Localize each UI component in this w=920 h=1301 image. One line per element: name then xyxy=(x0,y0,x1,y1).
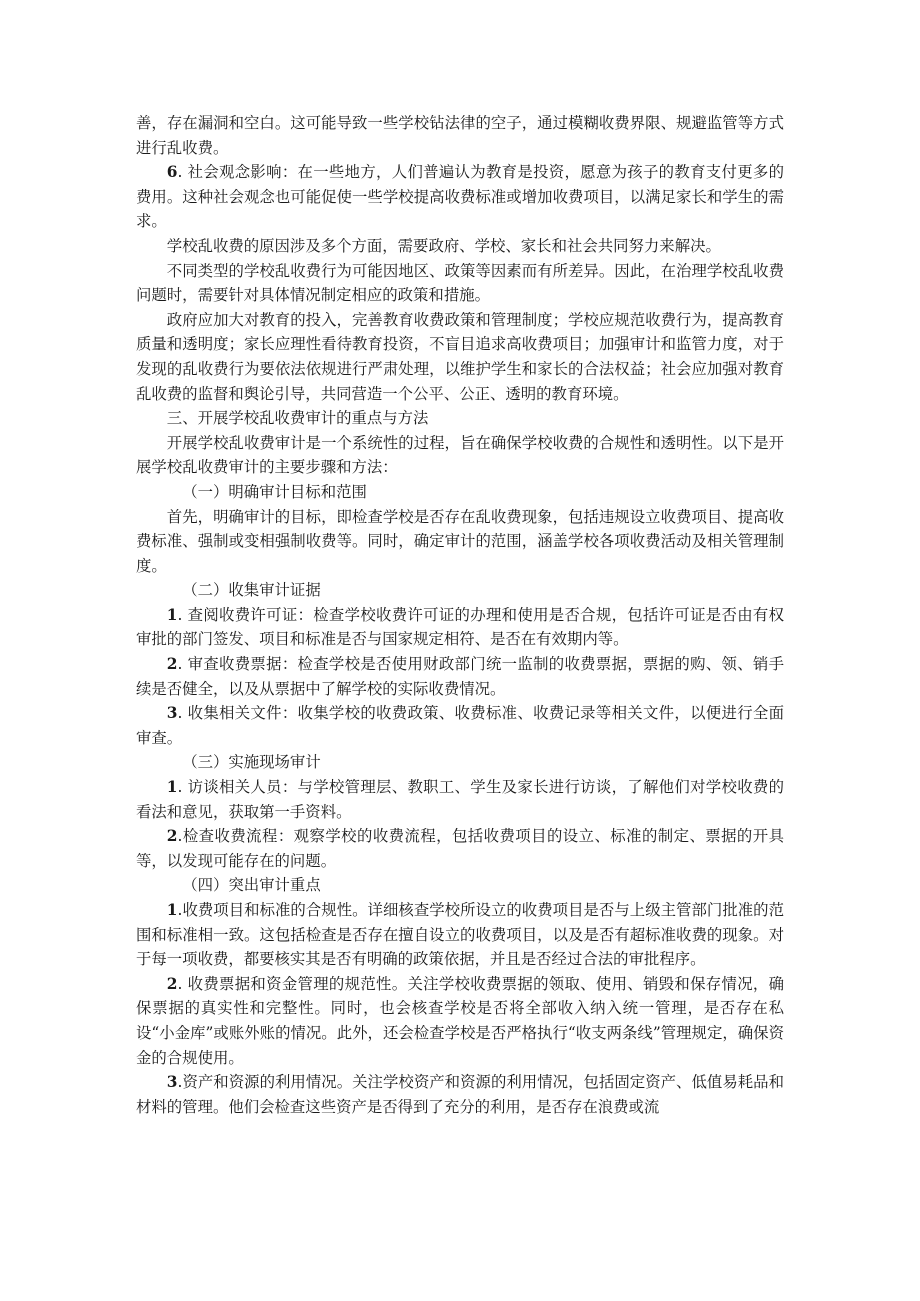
paragraph-text: . 社会观念影响：在一些地方，人们普遍认为教育是投资，愿意为孩子的教育支付更多的费用。这种社会观念也可能促使一些学校提高收费标准或增加收费项目，以满足家长和学生的需求。 xyxy=(136,163,784,231)
item-number: 6 xyxy=(166,163,178,182)
item-number: 1 xyxy=(166,778,178,797)
paragraph: 善，存在漏洞和空白。这可能导致一些学校钻法律的空子，通过模糊收费界限、规避监管等方式进行乱收费。 xyxy=(136,114,784,157)
numbered-paragraph xyxy=(136,1070,784,1119)
numbered-paragraph xyxy=(136,603,784,652)
paragraph-text: . 查阅收费许可证：检查学校收费许可证的办理和使用是否合规，包括许可证是否由有权审批的部门签发、项目和标准是否与国家规定相符、是否在有效期内等。 xyxy=(136,605,784,649)
paragraph: 学校乱收费的原因涉及多个方面，需要政府、学校、家长和社会共同努力来解决。 xyxy=(166,236,721,255)
numbered-paragraph xyxy=(136,775,784,824)
subsection-heading: （四）突出审计重点 xyxy=(182,876,321,895)
paragraph-text: .收费项目和标准的合规性。详细核查学校所设立的收费项目是否与上级主管部门批准的范围和标准相一致。这包括检查是否存在擅自设立的收费项目，以及是否有超标准收费的现象。对于每一项收费，都要核实其是否有明确的政策依据，并且是否经过合法的审批程序。 xyxy=(136,901,784,969)
paragraph-text: . 访谈相关人员：与学校管理层、教职工、学生及家长进行访谈，了解他们对学校收费的看法和意见，获取第一手资料。 xyxy=(136,778,784,821)
numbered-paragraph xyxy=(136,972,784,1070)
paragraph: 政府应加大对教育的投入，完善教育收费政策和管理制度；学校应规范收费行为，提高教育质量和透明度；家长应理性看待教育投资，不盲目追求高收费项目；加强审计和监管力度，对于发现的乱收费行为要依法依规进行严肃处理，以维护学生和家长的合法权益；社会应加强对教育乱收费的监督和舆论引导，共同营造一个公平、公正、透明的教育环境。 xyxy=(136,310,784,403)
paragraph: 不同类型的学校乱收费行为可能因地区、政策等因素而有所差异。因此，在治理学校乱收费问题时，需要针对具体情况制定相应的政策和措施。 xyxy=(136,261,784,305)
paragraph: 开展学校乱收费审计是一个系统性的过程，旨在确保学校收费的合规性和透明性。以下是开展学校乱收费审计的主要步骤和方法： xyxy=(136,433,784,477)
paragraph-text: . 审查收费票据：检查学校是否使用财政部门统一监制的收费票据，票据的购、领、销手续是否健全，以及从票据中了解学校的实际收费情况。 xyxy=(136,655,784,698)
item-number: 1 xyxy=(166,901,178,919)
numbered-paragraph xyxy=(136,160,784,234)
paragraph-text: . 收集相关文件：收集学校的收费政策、收费标准、收费记录等相关文件，以便进行全面审查。 xyxy=(136,704,784,747)
numbered-paragraph xyxy=(136,701,784,750)
subsection-heading: （一）明确审计目标和范围 xyxy=(182,482,367,501)
paragraph-text: .资产和资源的利用情况。关注学校资产和资源的利用情况，包括固定资产、低值易耗品和材料的管理。他们会检查这些资产是否得到了充分的利用，是否存在浪费或流 xyxy=(136,1073,784,1116)
item-number: 3 xyxy=(166,704,178,723)
item-number: 2 xyxy=(166,974,178,993)
section-heading: 三、开展学校乱收费审计的重点与方法 xyxy=(166,409,429,428)
paragraph-text: .检查收费流程：观察学校的收费流程，包括收费项目的设立、标准的制定、票据的开具等，以发现可能存在的问题。 xyxy=(136,827,784,870)
numbered-paragraph xyxy=(136,824,784,873)
item-number: 2 xyxy=(166,655,178,674)
item-number: 1 xyxy=(166,605,178,624)
paragraph-text: . 收费票据和资金管理的规范性。关注学校收费票据的领取、使用、销毁和保存情况，确保票据的真实性和完整性。同时，也会核查学校是否将全部收入纳入统一管理，是否存在私设“小金库”或账外账的情况。此外，还会检查学校是否严格执行“收支两条线”管理规定，确保资金的合规使用。 xyxy=(136,974,784,1067)
item-number: 3 xyxy=(166,1073,178,1092)
numbered-paragraph xyxy=(136,898,784,972)
item-number: 2 xyxy=(166,827,178,846)
paragraph: 首先，明确审计的目标，即检查学校是否存在乱收费现象，包括违规设立收费项目、提高收费标准、强制或变相强制收费等。同时，确定审计的范围，涵盖学校各项收费活动及相关管理制度。 xyxy=(136,507,784,575)
document-page xyxy=(136,111,784,1119)
subsection-heading: （三）实施现场审计 xyxy=(182,753,321,772)
numbered-paragraph xyxy=(136,652,784,701)
subsection-heading: （二）收集审计证据 xyxy=(182,581,321,600)
